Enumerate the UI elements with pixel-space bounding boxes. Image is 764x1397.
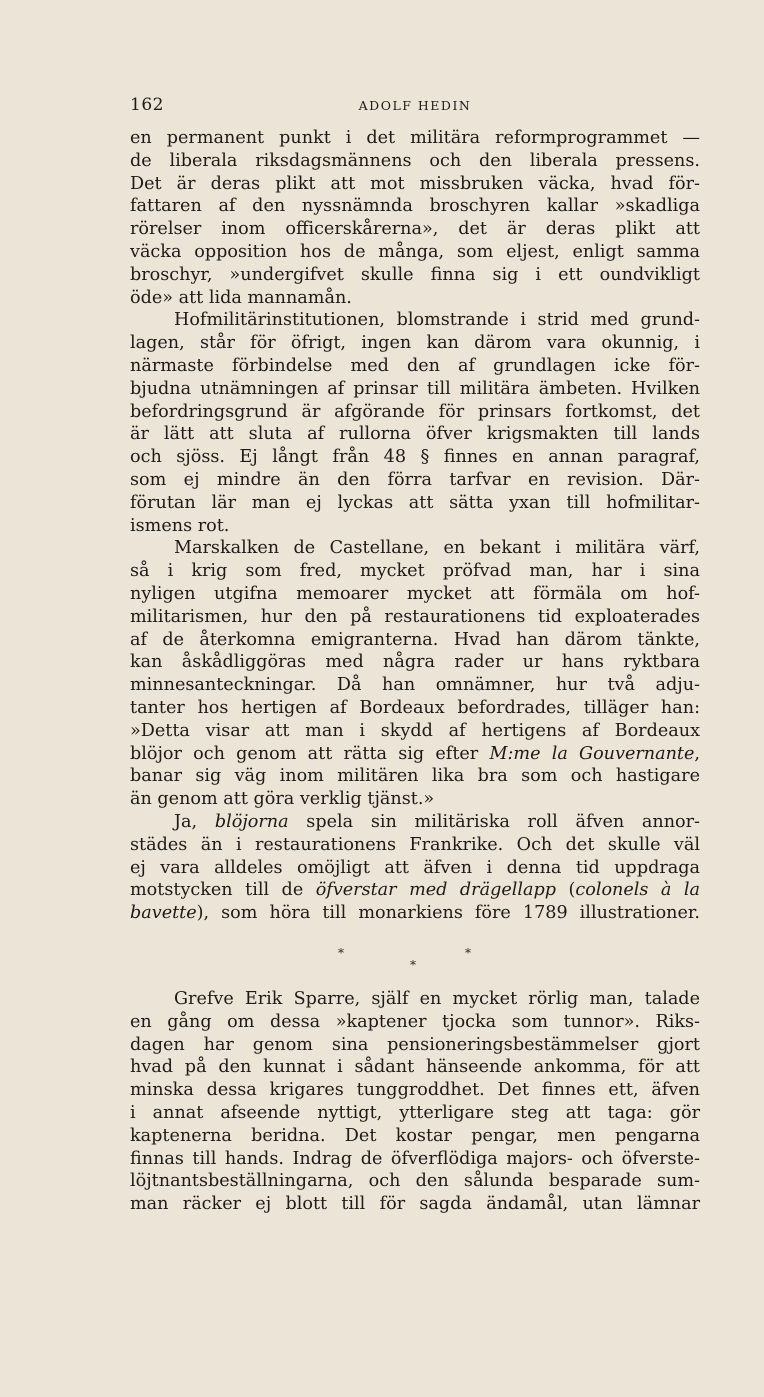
text-line: [130, 902, 700, 925]
text-line: löjtnantsbeställningarna, och den sålunda besparade sum-: [130, 1171, 700, 1192]
asterism-separator: [330, 946, 480, 974]
asterisk: *: [410, 958, 416, 972]
text-line: lagen, står för öfrigt, ingen kan därom vara okunnig, i: [130, 333, 700, 354]
asterisk: *: [465, 946, 471, 960]
text-run: motstycken till de: [130, 880, 316, 901]
text-line: så i krig som fred, mycket pröfvad man, har i sina: [130, 561, 700, 582]
text-line: än genom att göra verklig tjänst.»: [130, 789, 435, 810]
text-line: broschyr, »undergifvet skulle finna sig i ett oundvikligt: [130, 264, 700, 285]
text-line: befordringsgrund är afgörande för prinsars fortkomst, det: [130, 401, 700, 422]
text-line: som ej mindre än den förra tarfvar en revision. Där-: [130, 469, 700, 490]
text-run: ), som höra till monarkiens före 1789 illustrationer.: [196, 903, 700, 924]
text-line: öde» att lida mannamån.: [130, 287, 352, 308]
text-line: ej vara alldeles omöjligt att äfven i denna tid uppdraga: [130, 857, 700, 878]
text-line: närmaste förbindelse med den af grundlagen icke för-: [130, 355, 700, 376]
text-line: finnas till hands. Indrag de öfverflödiga majors- och öfverste-: [130, 1148, 700, 1169]
text-run: Ja,: [174, 811, 215, 832]
text-line: banar sig väg inom militären lika bra som och hastigare: [130, 766, 700, 787]
text-line: »Detta visar att man i skydd af hertigens af Bordeaux: [130, 720, 700, 741]
page-number: 162: [130, 95, 164, 115]
text-line: Det är deras plikt att mot missbruken väcka, hvad för-: [130, 173, 700, 194]
text-line: fattaren af den nyssnämnda broschyren kallar »skadliga: [130, 196, 700, 217]
text-line: och sjöss. Ej långt från 48 § finnes en annan paragraf,: [130, 447, 700, 468]
text-line: bjudna utnämningen af prinsar till militära ämbeten. Hvilken: [130, 378, 700, 399]
paragraph-start-line: Grefve Erik Sparre, själf en mycket rörlig man, talade: [174, 989, 700, 1009]
italic-text: colonels à la: [575, 880, 701, 901]
text-line: en gång om dessa »kaptener tjocka som tunnor». Riks-: [130, 1011, 700, 1032]
body-text-section-1: [130, 127, 700, 925]
text-run: blöjor och genom att rätta sig efter: [130, 743, 490, 764]
page-header: [130, 95, 700, 119]
italic-text: blöjorna: [214, 811, 289, 832]
text-line: är lätt att sluta af rullorna öfver krigsmakten till lands: [130, 424, 700, 445]
text-line: en permanent punkt i det militära reformprogrammet —: [130, 128, 700, 148]
text-line: minska dessa krigares tunggroddhet. Det finnes ett, äfven: [130, 1080, 700, 1101]
text-line: ismens rot.: [130, 515, 230, 536]
text-line: kan åskådliggöras med några rader ur hans ryktbara: [130, 652, 700, 673]
text-line: [130, 743, 700, 766]
italic-text: öfverstar med drägellapp: [315, 880, 557, 901]
paragraph-start-line: [130, 811, 700, 834]
italic-text: M:me la Gouvernante: [489, 743, 695, 764]
body-text-section-2: [130, 988, 700, 1216]
text-line: man räcker ej blott till för sagda ändamål, utan lämnar: [130, 1194, 700, 1215]
text-line: rörelser inom officerskårerna», det är deras plikt att: [130, 219, 700, 240]
text-line: militarismen, hur den på restaurationens tid exploaterades: [130, 606, 700, 627]
text-line: kaptenerna beridna. Det kostar pengar, men pengarna: [130, 1125, 700, 1146]
text-line: hvad på den kunnat i sådant hänseende ankomma, för att: [130, 1057, 700, 1078]
paragraph-start-line: Hofmilitärinstitutionen, blomstrande i strid med grund-: [174, 310, 700, 331]
text-line: förutan lär man ej lyckas att sätta yxan till hofmilitar-: [130, 492, 700, 513]
text-run: ,: [694, 743, 700, 764]
text-line: i annat afseende nyttigt, ytterligare steg att taga: gör: [130, 1102, 700, 1123]
text-line: [130, 879, 700, 902]
paragraph-start-line: Marskalken de Castellane, en bekant i militära värf,: [174, 538, 700, 559]
running-head: ADOLF HEDIN: [358, 98, 472, 113]
text-run: spela sin militäriska roll äfven annor-: [288, 811, 700, 832]
text-line: väcka opposition hos de många, som eljest, enligt samma: [130, 241, 700, 262]
text-line: nyligen utgifna memoarer mycket att förmäla om hof-: [130, 583, 700, 604]
text-line: minnesanteckningar. Då han omnämner, hur två adju-: [130, 675, 700, 696]
italic-text: bavette: [130, 903, 197, 924]
text-line: af de återkomna emigranterna. Hvad han därom tänkte,: [130, 629, 700, 650]
text-line: de liberala riksdagsmännens och den liberala pressens.: [130, 150, 700, 171]
asterisk: *: [338, 946, 344, 960]
text-line: städes än i restaurationens Frankrike. Och det skulle väl: [130, 834, 700, 855]
text-line: dagen har genom sina pensioneringsbestämmelser gjort: [130, 1034, 700, 1055]
text-line: tanter hos hertigen af Bordeaux befordrades, tilläger han:: [130, 697, 700, 718]
text-run: (: [556, 880, 576, 901]
